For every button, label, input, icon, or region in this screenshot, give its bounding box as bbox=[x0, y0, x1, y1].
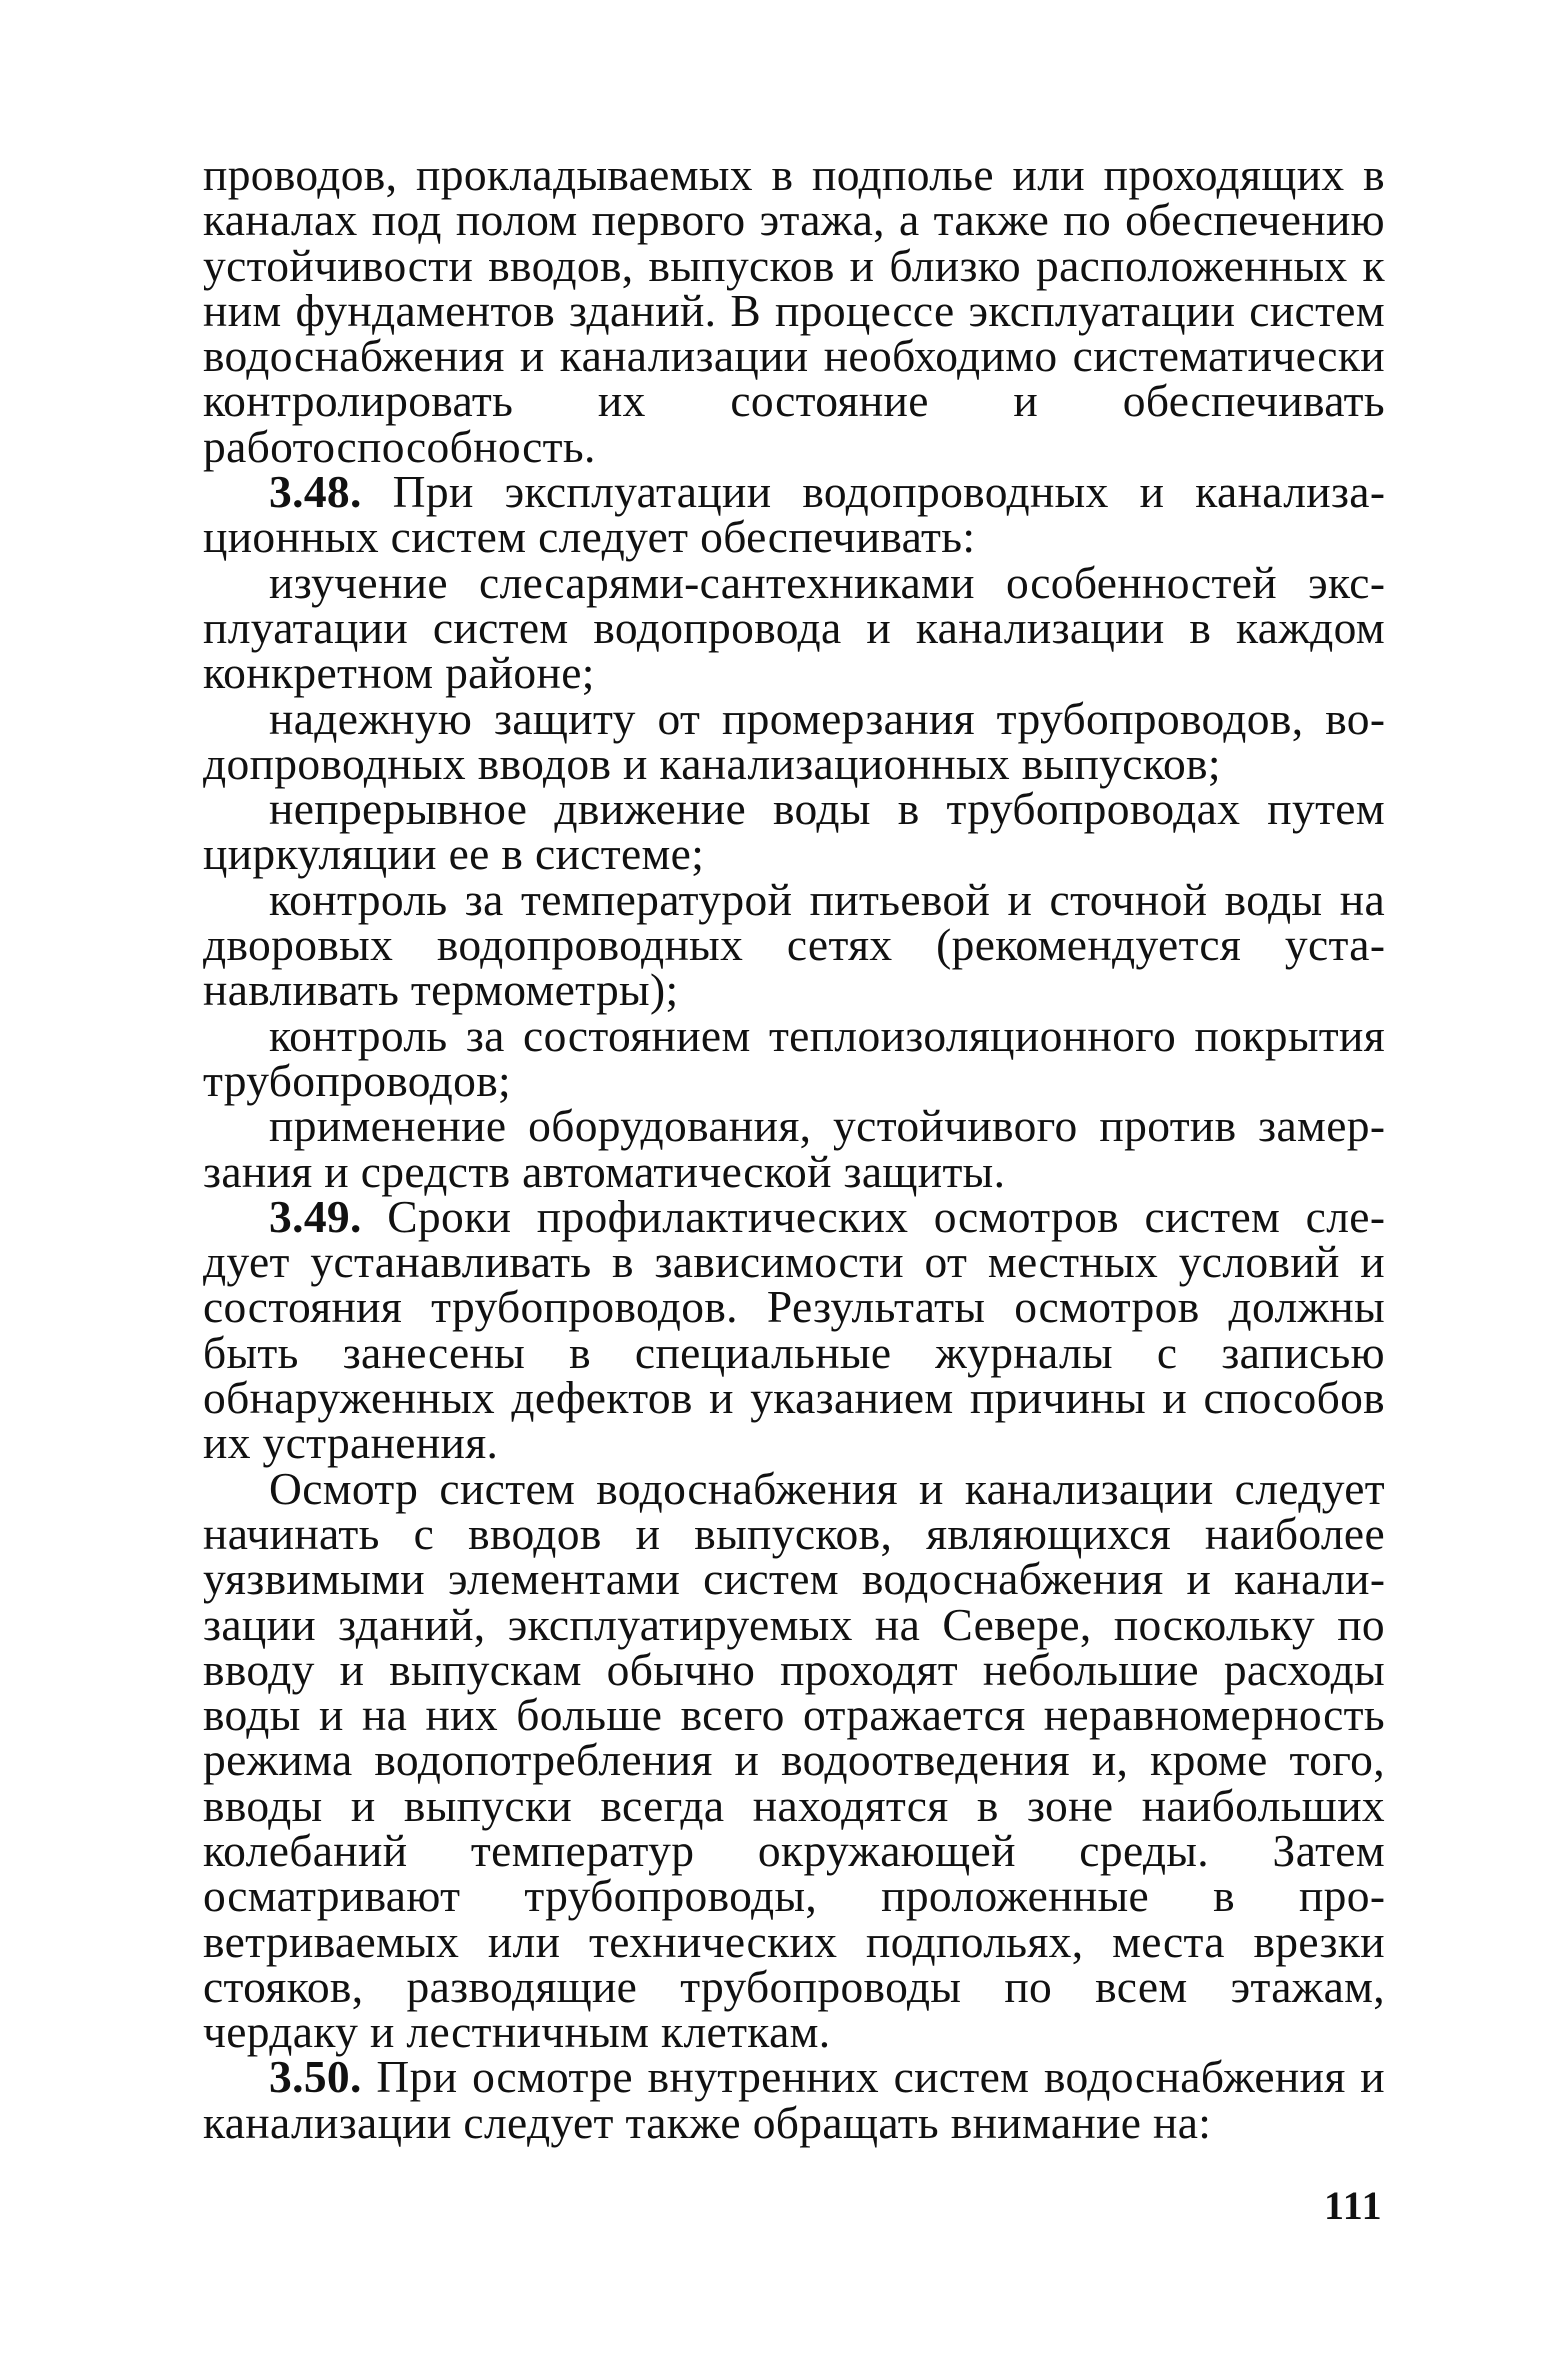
paragraph-text: При осмотре внутренних систем водоснабжения и канализации следует также обращать внимание на: bbox=[203, 2051, 1385, 2148]
paragraph-text: изучение слесарями-сантехниками особенностей эксплуатации систем водопровода и канализации в каждом конкретном районе; bbox=[203, 556, 1385, 699]
paragraph-text: Осмотр систем водоснабжения и канализации следует начинать с вводов и выпусков, являющихся наиболее уязвимыми элементами систем водоснабжения и канализации зданий, эксплуатируемых на Севере, поскольку по вводу и выпускам обычно проходят небольшие расходы воды и на них больше всего отражается неравномерность режима водопотребления и водоотведения и, кроме того, вводы и выпуски всегда находятся в зоне наибольших колебаний температур окружающей среды. Затем осматривают трубопроводы, проложенные в проветриваемых или технических подпольях, места врезки стояков, разводящие трубопроводы по всем этажам, чердаку и лестничным клеткам. bbox=[203, 1462, 1385, 2058]
list-item bbox=[203, 873, 1385, 1016]
paragraph-text: непрерывное движение воды в трубопроводах путем циркуляции ее в системе; bbox=[203, 783, 1385, 880]
list-item bbox=[203, 783, 1385, 880]
paragraph-text: проводов, прокладываемых в подполье или проходящих в каналах под полом первого этажа, а также по обеспечению устойчивости вводов, выпусков и близко расположенных к ним фундаментов зданий. В процессе эксплуатации систем водоснабжения и канализации необходимо систематически контролировать их состояние и обеспечивать работоспособность. bbox=[203, 149, 1385, 472]
paragraph-text: контроль за температурой питьевой и сточной воды на дворовых водопроводных сетях (рекомендуется устанавливать термометры); bbox=[203, 873, 1385, 1016]
paragraph-text: При эксплуатации водопроводных и канализационных систем следует обеспечивать: bbox=[203, 466, 1385, 563]
list-item bbox=[203, 556, 1385, 699]
page-body bbox=[203, 149, 1385, 2148]
section-number: 3.49. bbox=[269, 1190, 362, 1242]
paragraph-text: контроль за состоянием теплоизоляционного покрытия трубопроводов; bbox=[203, 1009, 1385, 1106]
list-item bbox=[203, 1100, 1385, 1197]
paragraph-text: надежную защиту от промерзания трубопроводов, водопроводных вводов и канализационных выпусков; bbox=[203, 692, 1385, 789]
paragraph bbox=[203, 149, 1385, 472]
section-number: 3.48. bbox=[269, 466, 362, 518]
paragraph-text: применение оборудования, устойчивого против замерзания и средств автоматической защиты. bbox=[203, 1100, 1385, 1197]
paragraph bbox=[203, 466, 1385, 563]
paragraph-text: Сроки профилактических осмотров систем следует устанавливать в зависимости от местных условий и состояния трубопроводов. Результаты осмотров должны быть занесены в специальные журналы с записью обнаруженных дефектов и указанием причины и способов их устранения. bbox=[203, 1190, 1385, 1469]
section-number: 3.50. bbox=[269, 2051, 362, 2103]
list-item bbox=[203, 1009, 1385, 1106]
list-item bbox=[203, 692, 1385, 789]
paragraph bbox=[203, 1462, 1385, 2058]
paragraph bbox=[203, 2051, 1385, 2148]
page-number: 111 bbox=[1324, 2183, 1383, 2228]
paragraph bbox=[203, 1190, 1385, 1469]
